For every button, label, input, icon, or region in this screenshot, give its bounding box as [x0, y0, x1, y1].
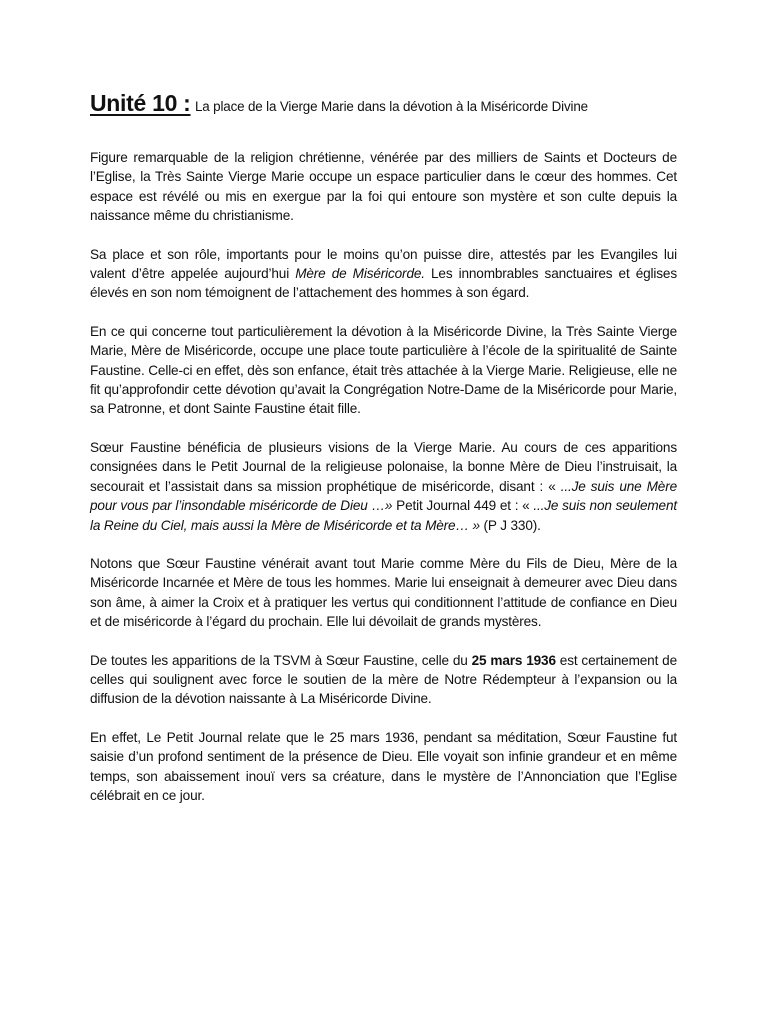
paragraph-6-date: 25 mars 1936: [471, 652, 556, 668]
paragraph-3: En ce qui concerne tout particulièrement la dévotion à la Miséricorde Divine, la Très Sainte Vierge Marie, Mère de Miséricorde, occupe une place toute particulière à l’école de la spiritualité de Sainte Faustine. Celle-ci en effet, dès son enfance, était très attachée à la Vierge Marie. Religieuse, elle ne fit qu’approfondir cette dévotion qu’avait la Congrégation Notre-Dame de la Miséricorde pour Marie, sa Patronne, et dont Sainte Faustine était fille.: [90, 323, 677, 417]
paragraph-5: Notons que Sœur Faustine vénérait avant tout Marie comme Mère du Fils de Dieu, Mère de la Miséricorde Incarnée et Mère de tous les hommes. Marie lui enseignait à demeurer avec Dieu dans son âme, à aimer la Croix et à pratiquer les vertus qui conditionnent l’attitude de confiance en Dieu et de miséricorde à l’égard du prochain. Elle lui dévoilait de grands mystères.: [90, 555, 677, 630]
paragraph-2: [90, 245, 677, 303]
unit-subtitle: La place de la Vierge Marie dans la dévotion à la Miséricorde Divine: [194, 99, 588, 114]
paragraph-4-quote-1: ...Je suis une Mère pour vous par l’insondable miséricorde de Dieu …»: [90, 478, 677, 514]
paragraph-4: [90, 438, 677, 535]
unit-heading: Unité 10 :: [90, 90, 191, 116]
paragraph-7: En effet, Le Petit Journal relate que le 25 mars 1936, pendant sa méditation, Sœur Faustine fut saisie d’un profond sentiment de la présence de Dieu. Elle voyait son infinie grandeur et en même temps, son abaissement inouï vers sa créature, dans le mystère de l’Annonciation que l’Eglise célébrait en ce jour.: [90, 729, 677, 803]
paragraph-2-emphasis: Mère de Miséricorde.: [295, 266, 425, 282]
paragraph-1: Figure remarquable de la religion chrétienne, vénérée par des milliers de Saints et Docteurs de l’Eglise, la Très Sainte Vierge Marie occupe un espace particulier dans le cœur des hommes. Cet espace est révélé ou mis en exergue par la foi qui entoure son mystère et son culte depuis la naissance même du christianisme.: [90, 150, 677, 224]
paragraph-4-text-b: Petit Journal 449 et : «: [392, 498, 534, 514]
paragraph-2-text-b: Les innombrables sanctuaires et églises élevés en son nom témoignent de l’attachement des hommes à son égard.: [90, 266, 677, 301]
paragraph-4-quote-2: ...Je suis non seulement la Reine du Ciel, mais aussi la Mère de Miséricorde et ta Mère… »: [90, 498, 677, 533]
paragraph-6-text-b: est certainement de celles qui soulignent avec force le soutien de la mère de Notre Rédempteur à l’expansion ou la diffusion de la dévotion naissante à La Miséricorde Divine.: [90, 652, 677, 707]
paragraph-4-text-c: (P J 330).: [479, 517, 541, 533]
document-title: [90, 88, 677, 122]
paragraph-6: [90, 651, 677, 709]
paragraph-6-text-a: De toutes les apparitions de la TSVM à Sœur Faustine, celle du: [90, 652, 472, 668]
paragraph-4-text-a: Sœur Faustine bénéficia de plusieurs visions de la Vierge Marie. Au cours de ces apparitions consignées dans le Petit Journal de la religieuse polonaise, la bonne Mère de Dieu l’instruisait, la secourait et l’assistait dans sa mission prophétique de miséricorde, disant : «: [90, 439, 677, 494]
document-page: [90, 88, 677, 805]
paragraph-2-text-a: Sa place et son rôle, importants pour le moins qu’on puisse dire, attestés par les Evangiles lui valent d’être appelée aujourd’hui: [90, 246, 677, 282]
